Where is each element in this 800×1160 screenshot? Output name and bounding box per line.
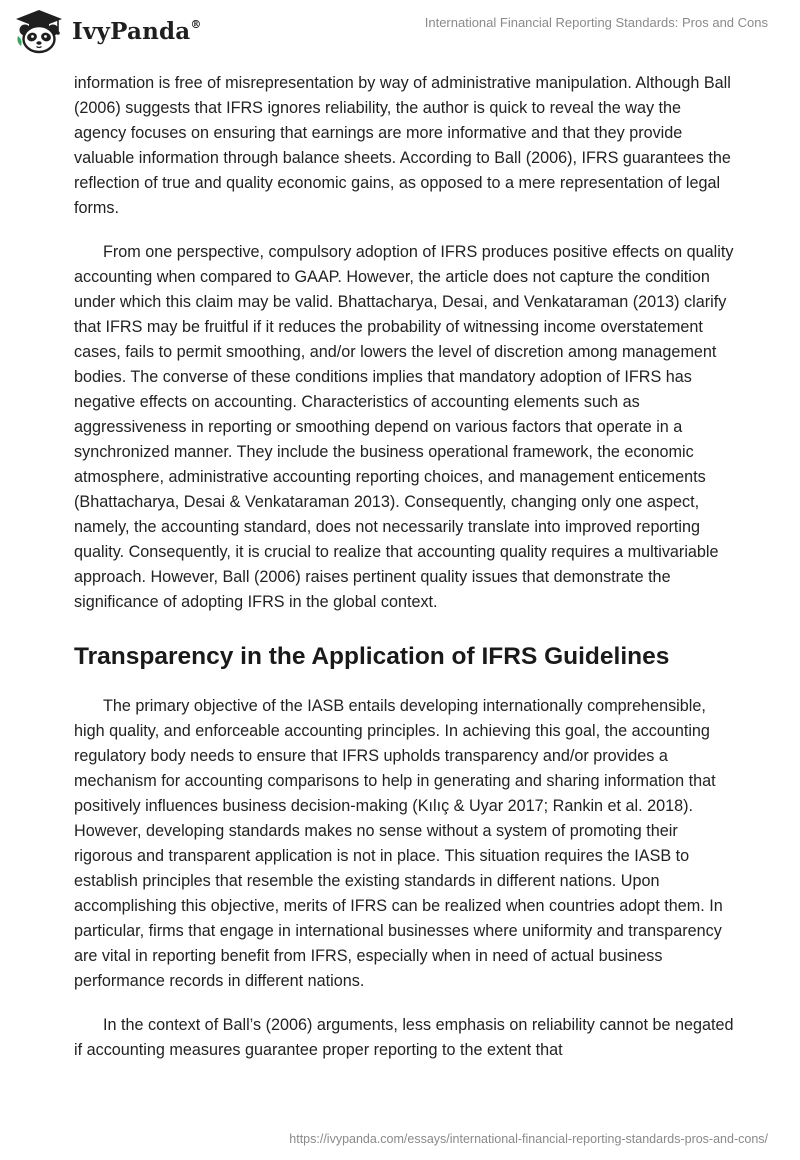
panda-graduate-icon (12, 8, 66, 54)
essay-content (74, 71, 734, 1063)
source-url[interactable]: https://ivypanda.com/essays/international-financial-reporting-standards-pros-and-cons/ (289, 1132, 768, 1146)
document-title: International Financial Reporting Standards: Pros and Cons (424, 15, 768, 30)
paragraph: The primary objective of the IASB entails developing internationally comprehensible, high quality, and enforceable accounting principles. In achieving this goal, the accounting regulatory body needs to ensure that IFRS upholds transparency and/or provides a mechanism for accounting comparisons to help in generating and sharing information that positively influences business decision-making (Kılıç & Uyar 2017; Rankin et al. 2018). However, developing standards makes no sense without a system of promoting their rigorous and transparent application is not in place. This situation requires the IASB to establish principles that resemble the existing standards in different nations. Upon accomplishing this objective, merits of IFRS can be realized when countries adopt them. In particular, firms that engage in international businesses where uniformity and transparency are vital in reporting benefit from IFRS, especially when in need of actual business performance records in different nations. (74, 697, 723, 990)
paragraph: In the context of Ball’s (2006) arguments, less emphasis on reliability cannot be negated if accounting measures guarantee proper reporting to the extent that (74, 1016, 734, 1059)
brand-name: IvyPanda® (72, 17, 202, 45)
page-header (0, 0, 800, 70)
ivypanda-logo[interactable] (12, 8, 202, 54)
section-heading: Transparency in the Application of IFRS Guidelines (74, 643, 670, 670)
paragraph-continued: information is free of misrepresentation by way of administrative manipulation. Although Ball (2006) suggests that IFRS ignores reliability, the author is quick to reveal the way the agency focuses on ensuring that earnings are more informative and that they provide valuable information through balance sheets. According to Ball (2006), IFRS guarantees the reflection of true and quality economic gains, as opposed to a mere representation of legal forms. (74, 74, 731, 217)
paragraph: From one perspective, compulsory adoption of IFRS produces positive effects on quality accounting when compared to GAAP. However, the article does not capture the condition under which this claim may be valid. Bhattacharya, Desai, and Venkataraman (2013) clarify that IFRS may be fruitful if it reduces the probability of witnessing income overstatement cases, fails to permit smoothing, and/or lowers the level of discretion among management bodies. The converse of these conditions implies that mandatory adoption of IFRS has negative effects on accounting. Characteristics of accounting elements such as aggressiveness in reporting or smoothing depend on various factors that operate in a synchronized manner. They include the business operational framework, the economic atmosphere, administrative accounting reporting choices, and management enticements (Bhattacharya, Desai & Venkataraman 2013). Consequently, changing only one aspect, namely, the accounting standard, does not necessarily translate into improved reporting quality. Consequently, it is crucial to realize that accounting quality requires a multivariable approach. However, Ball (2006) raises pertinent quality issues that demonstrate the significance of adopting IFRS in the global context. (74, 243, 734, 611)
